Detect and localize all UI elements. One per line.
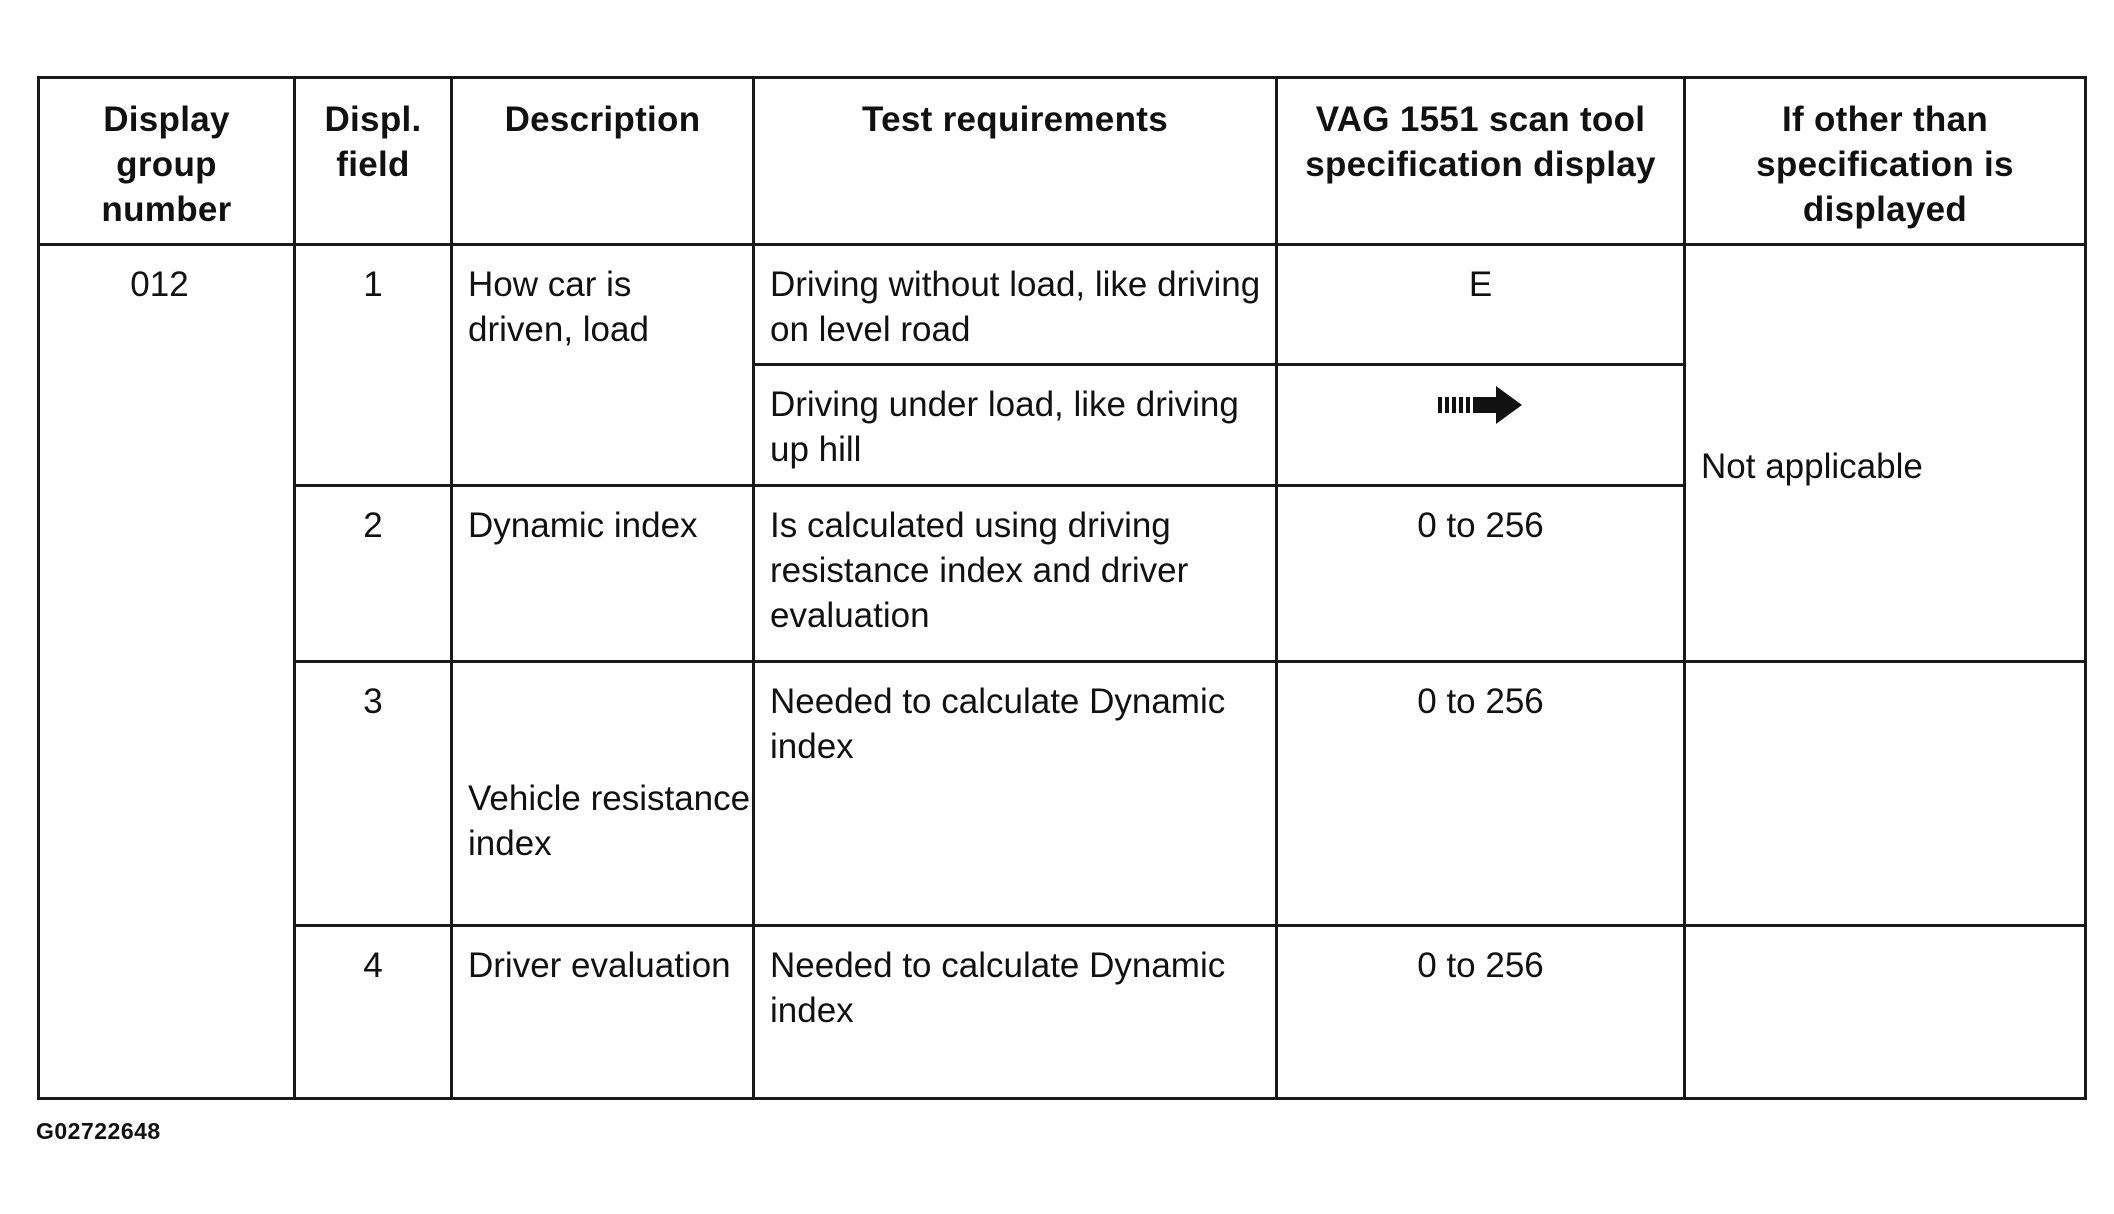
description-cell: Driver evaluation	[452, 926, 754, 1099]
figure-id: G02722648	[36, 1118, 161, 1144]
field-number: 3	[295, 662, 452, 926]
spec-cell: 0 to 256	[1277, 926, 1685, 1099]
requirement-cell: Needed to calculate Dynamic index	[754, 662, 1277, 926]
requirement-cell: Needed to calculate Dynamic index	[754, 926, 1277, 1099]
field-number: 1	[295, 245, 452, 486]
header-display-group: Display group number	[39, 78, 295, 245]
field-number: 2	[295, 486, 452, 662]
empty-cell	[1685, 926, 2086, 1099]
striped-right-arrow-icon	[1436, 384, 1526, 428]
header-row	[39, 78, 2086, 245]
description-cell: Vehicle resistance index	[452, 662, 754, 926]
spec-cell: 0 to 256	[1277, 662, 1685, 926]
header-scan-tool-spec: VAG 1551 scan tool specification display	[1277, 78, 1685, 245]
description-cell: Dynamic index	[452, 486, 754, 662]
group-number: 012	[130, 265, 189, 304]
requirement-cell: Driving without load, like driving on level road	[754, 245, 1277, 365]
group-number-cell	[39, 245, 295, 1099]
header-description: Description	[452, 78, 754, 245]
spec-cell: 0 to 256	[1277, 486, 1685, 662]
requirement-cell: Is calculated using driving resistance index and driver evaluation	[754, 486, 1277, 662]
empty-cell	[1685, 662, 2086, 926]
spec-cell	[1277, 365, 1685, 486]
requirement-cell: Driving under load, like driving up hill	[754, 365, 1277, 486]
header-display-field: Displ. field	[295, 78, 452, 245]
diagnostic-table	[37, 76, 2087, 1100]
table-row	[39, 662, 2086, 926]
header-if-other: If other than specification is displayed	[1685, 78, 2086, 245]
description-cell: How car is driven, load	[452, 245, 754, 486]
not-applicable-cell: Not applicable	[1685, 245, 2086, 662]
header-test-requirements: Test requirements	[754, 78, 1277, 245]
table-row	[39, 926, 2086, 1099]
field-number: 4	[295, 926, 452, 1099]
spec-cell: E	[1277, 245, 1685, 365]
table-row	[39, 245, 2086, 365]
